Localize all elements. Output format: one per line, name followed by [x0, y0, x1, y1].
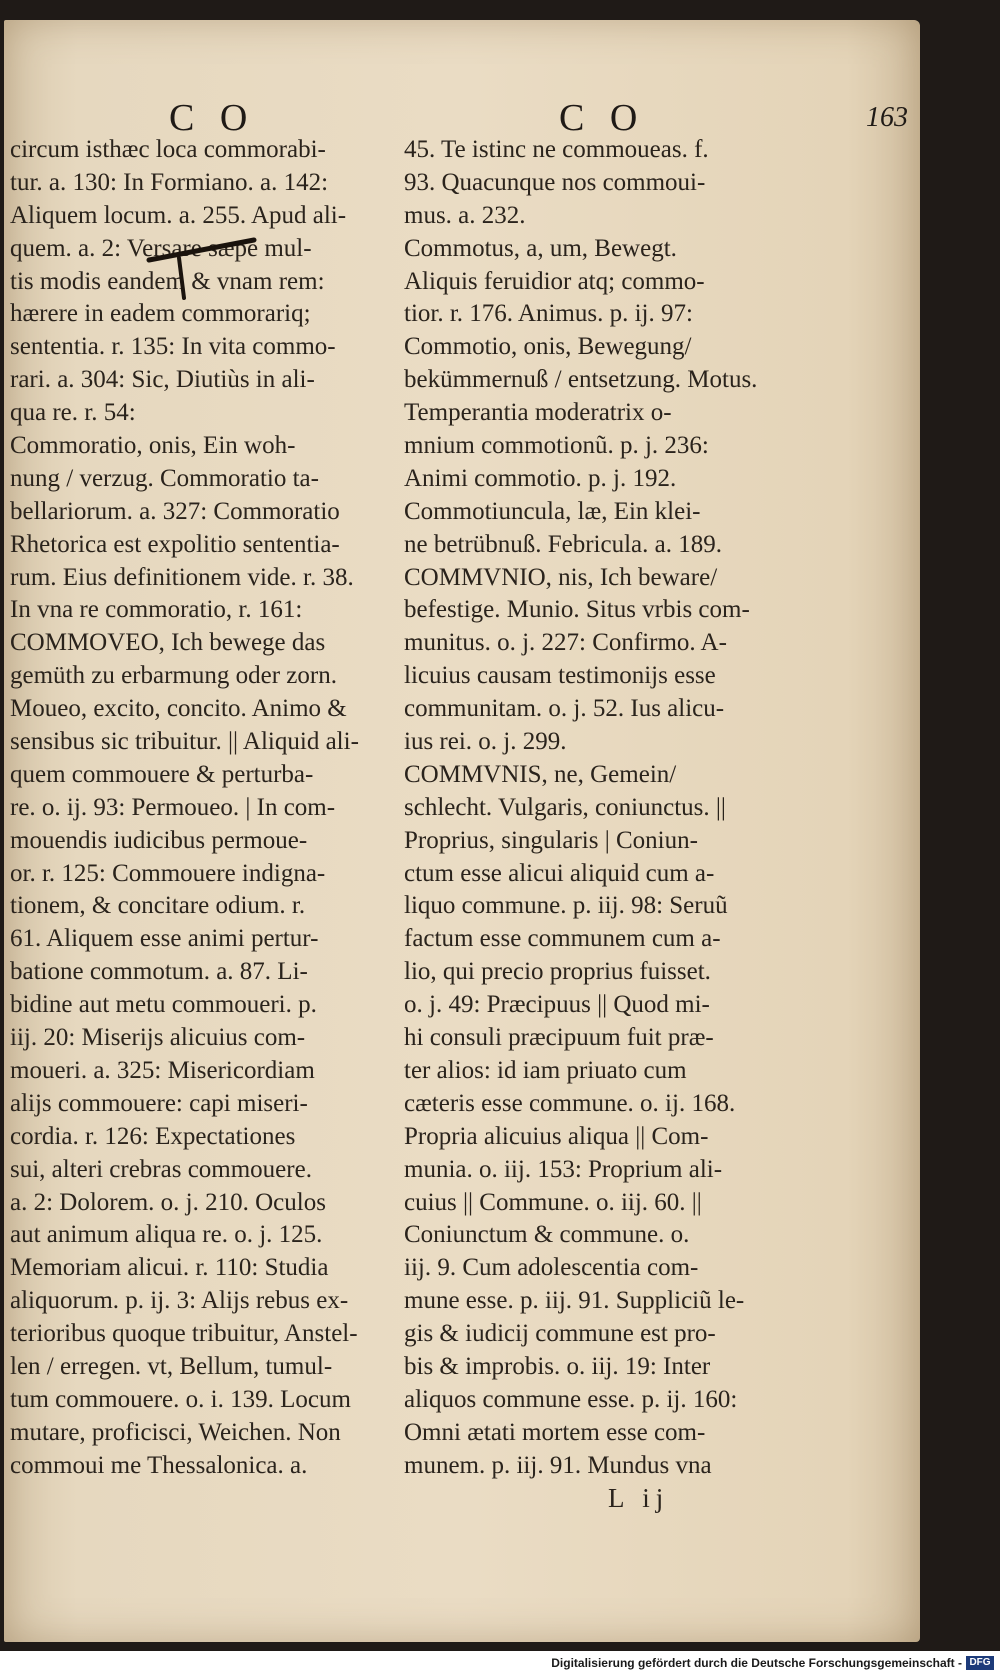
text-line: bekümmernuß / entsetzung. Motus.	[404, 366, 758, 394]
text-line: quem commouere & perturba-	[10, 760, 314, 788]
text-line: bidine aut metu commoueri. p.	[10, 991, 317, 1019]
text-line: len / erregen. vt, Bellum, tumul-	[10, 1352, 333, 1380]
text-line: cuius || Commune. o. iij. 60. ||	[404, 1188, 702, 1216]
text-line: tum commouere. o. i. 139. Locum	[10, 1385, 351, 1413]
text-line: circum isthæc loca commorabi-	[10, 136, 326, 163]
footer-bar	[0, 1651, 1000, 1676]
text-line: re. o. ij. 93: Permoueo. | In com-	[10, 793, 336, 821]
text-line: batione commotum. a. 87. Li-	[10, 958, 308, 986]
text-line: befestige. Munio. Situs vrbis com-	[404, 596, 750, 624]
text-line: aliquorum. p. ij. 3: Alijs rebus ex-	[10, 1287, 349, 1315]
text-line: ter alios: id iam priuato cum	[404, 1056, 687, 1084]
header-right: C O	[559, 97, 646, 139]
text-line: rum. Eius definitionem vide. r. 38.	[10, 563, 354, 591]
text-line: Aliquem locum. a. 255. Apud ali-	[10, 201, 347, 229]
text-line: Memoriam alicui. r. 110: Studia	[10, 1254, 329, 1282]
text-line: iij. 9. Cum adolescentia com-	[404, 1254, 699, 1282]
running-header	[4, 96, 920, 139]
text-line: ctum esse alicui aliquid cum a-	[404, 859, 715, 887]
text-line: Rhetorica est expolitio sententia-	[10, 530, 340, 558]
text-line: licuius causam testimonijs esse	[404, 662, 716, 690]
text-line: a. 2: Dolorem. o. j. 210. Oculos	[10, 1188, 326, 1216]
text-line: tionem, & concitare odium. r.	[10, 892, 306, 920]
text-line: tur. a. 130: In Formiano. a. 142:	[10, 168, 329, 196]
footer-credit: Digitalisierung gefördert durch die Deutsche Forschungsgemeinschaft -	[551, 1656, 962, 1670]
text-line: Temperantia moderatrix o-	[404, 399, 672, 427]
text-line: Commotus, a, um, Bewegt.	[404, 234, 677, 262]
text-line: ne betrübnuß. Febricula. a. 189.	[404, 530, 722, 558]
text-line: Coniunctum & commune. o.	[404, 1221, 690, 1249]
text-line: 61. Aliquem esse animi pertur-	[10, 925, 319, 953]
right-column	[404, 134, 794, 1483]
page-number: 163	[866, 102, 908, 133]
text-line: munem. p. iij. 91. Mundus vna	[404, 1451, 712, 1479]
text-line: qua re. r. 54:	[10, 399, 136, 427]
text-line: In vna re commoratio, r. 161:	[10, 596, 303, 624]
text-line: sensibus sic tribuitur. || Aliquid ali-	[10, 728, 359, 756]
ink-mark-icon	[144, 230, 264, 300]
text-line: aliquos commune esse. p. ij. 160:	[404, 1385, 738, 1413]
text-line: hærere in eadem commorariq;	[10, 300, 311, 328]
text-line: bis & improbis. o. iij. 19: Inter	[404, 1352, 711, 1380]
text-line: mutare, proficisci, Weichen. Non	[10, 1418, 341, 1446]
text-line: commoui me Thessalonica. a.	[10, 1451, 308, 1479]
text-line: sententia. r. 135: In vita commo-	[10, 333, 336, 361]
text-line: munitus. o. j. 227: Confirmo. A-	[404, 629, 727, 657]
text-line: gemüth zu erbarmung oder zorn.	[10, 662, 337, 690]
text-line: o. j. 49: Præcipuus || Quod mi-	[404, 991, 710, 1019]
text-line: gis & iudicij commune est pro-	[404, 1320, 716, 1348]
text-line: rari. a. 304: Sic, Diutiùs in ali-	[10, 366, 315, 394]
dfg-logo: DFG	[966, 1656, 994, 1670]
text-line: tis modis eandem & vnam rem:	[10, 267, 325, 295]
text-line: ius rei. o. j. 299.	[404, 728, 567, 756]
text-line: Omni ætati mortem esse com-	[404, 1418, 706, 1446]
text-line: liquo commune. p. iij. 98: Seruũ	[404, 892, 728, 920]
text-line: bellariorum. a. 327: Commoratio	[10, 497, 340, 525]
text-line: communitam. o. j. 52. Ius alicu-	[404, 695, 725, 723]
text-line: 93. Quacunque nos commoui-	[404, 168, 706, 196]
catchword: L ij	[608, 1483, 670, 1513]
text-line: Commotio, onis, Bewegung/	[404, 333, 692, 361]
text-line: mus. a. 232.	[404, 201, 526, 229]
text-line: moueri. a. 325: Misericordiam	[10, 1056, 315, 1084]
text-line: iij. 20: Miserijs alicuius com-	[10, 1024, 306, 1052]
text-line: quem. a. 2: Versare sæpe mul-	[10, 234, 312, 262]
text-line: COMMVNIO, nis, Ich beware/	[404, 563, 718, 591]
text-line: mune esse. p. iij. 91. Suppliciũ le-	[404, 1287, 745, 1315]
text-line: tior. r. 176. Animus. p. ij. 97:	[404, 300, 693, 328]
text-line: Animi commotio. p. j. 192.	[404, 464, 677, 492]
text-line: Moueo, excito, concito. Animo &	[10, 695, 347, 723]
text-line: COMMVNIS, ne, Gemein/	[404, 760, 677, 788]
text-line: Aliquis feruidior atq; commo-	[404, 267, 705, 295]
text-line: terioribus quoque tribuitur, Anstel-	[10, 1320, 358, 1348]
text-line: Commotiuncula, læ, Ein klei-	[404, 497, 701, 525]
text-line: Commoratio, onis, Ein woh-	[10, 432, 296, 460]
text-line: schlecht. Vulgaris, coniunctus. ||	[404, 793, 726, 821]
text-line: Proprius, singularis | Coniun-	[404, 826, 698, 854]
text-line: cordia. r. 126: Expectationes	[10, 1122, 296, 1150]
text-line: or. r. 125: Commouere indigna-	[10, 859, 326, 887]
text-line: 45. Te istinc ne commoueas. f.	[404, 136, 709, 163]
text-line: cæteris esse commune. o. ij. 168.	[404, 1089, 736, 1117]
book-page	[4, 20, 920, 1642]
text-line: lio, qui precio proprius fuisset.	[404, 958, 711, 986]
header-left: C O	[169, 97, 256, 139]
text-line: alijs commouere: capi miseri-	[10, 1089, 308, 1117]
text-line: Propria alicuius aliqua || Com-	[404, 1122, 709, 1150]
text-line: hi consuli præcipuum fuit præ-	[404, 1024, 714, 1052]
text-line: factum esse communem cum a-	[404, 925, 721, 953]
text-line: mnium commotionũ. p. j. 236:	[404, 432, 709, 460]
text-line: nung / verzug. Commoratio ta-	[10, 464, 319, 492]
text-line: mouendis iudicibus permoue-	[10, 826, 308, 854]
left-column	[10, 134, 394, 1483]
text-line: COMMOVEO, Ich bewege das	[10, 629, 326, 657]
text-line: sui, alteri crebras commouere.	[10, 1155, 312, 1183]
text-line: aut animum aliqua re. o. j. 125.	[10, 1221, 323, 1249]
text-line: munia. o. iij. 153: Proprium ali-	[404, 1155, 723, 1183]
